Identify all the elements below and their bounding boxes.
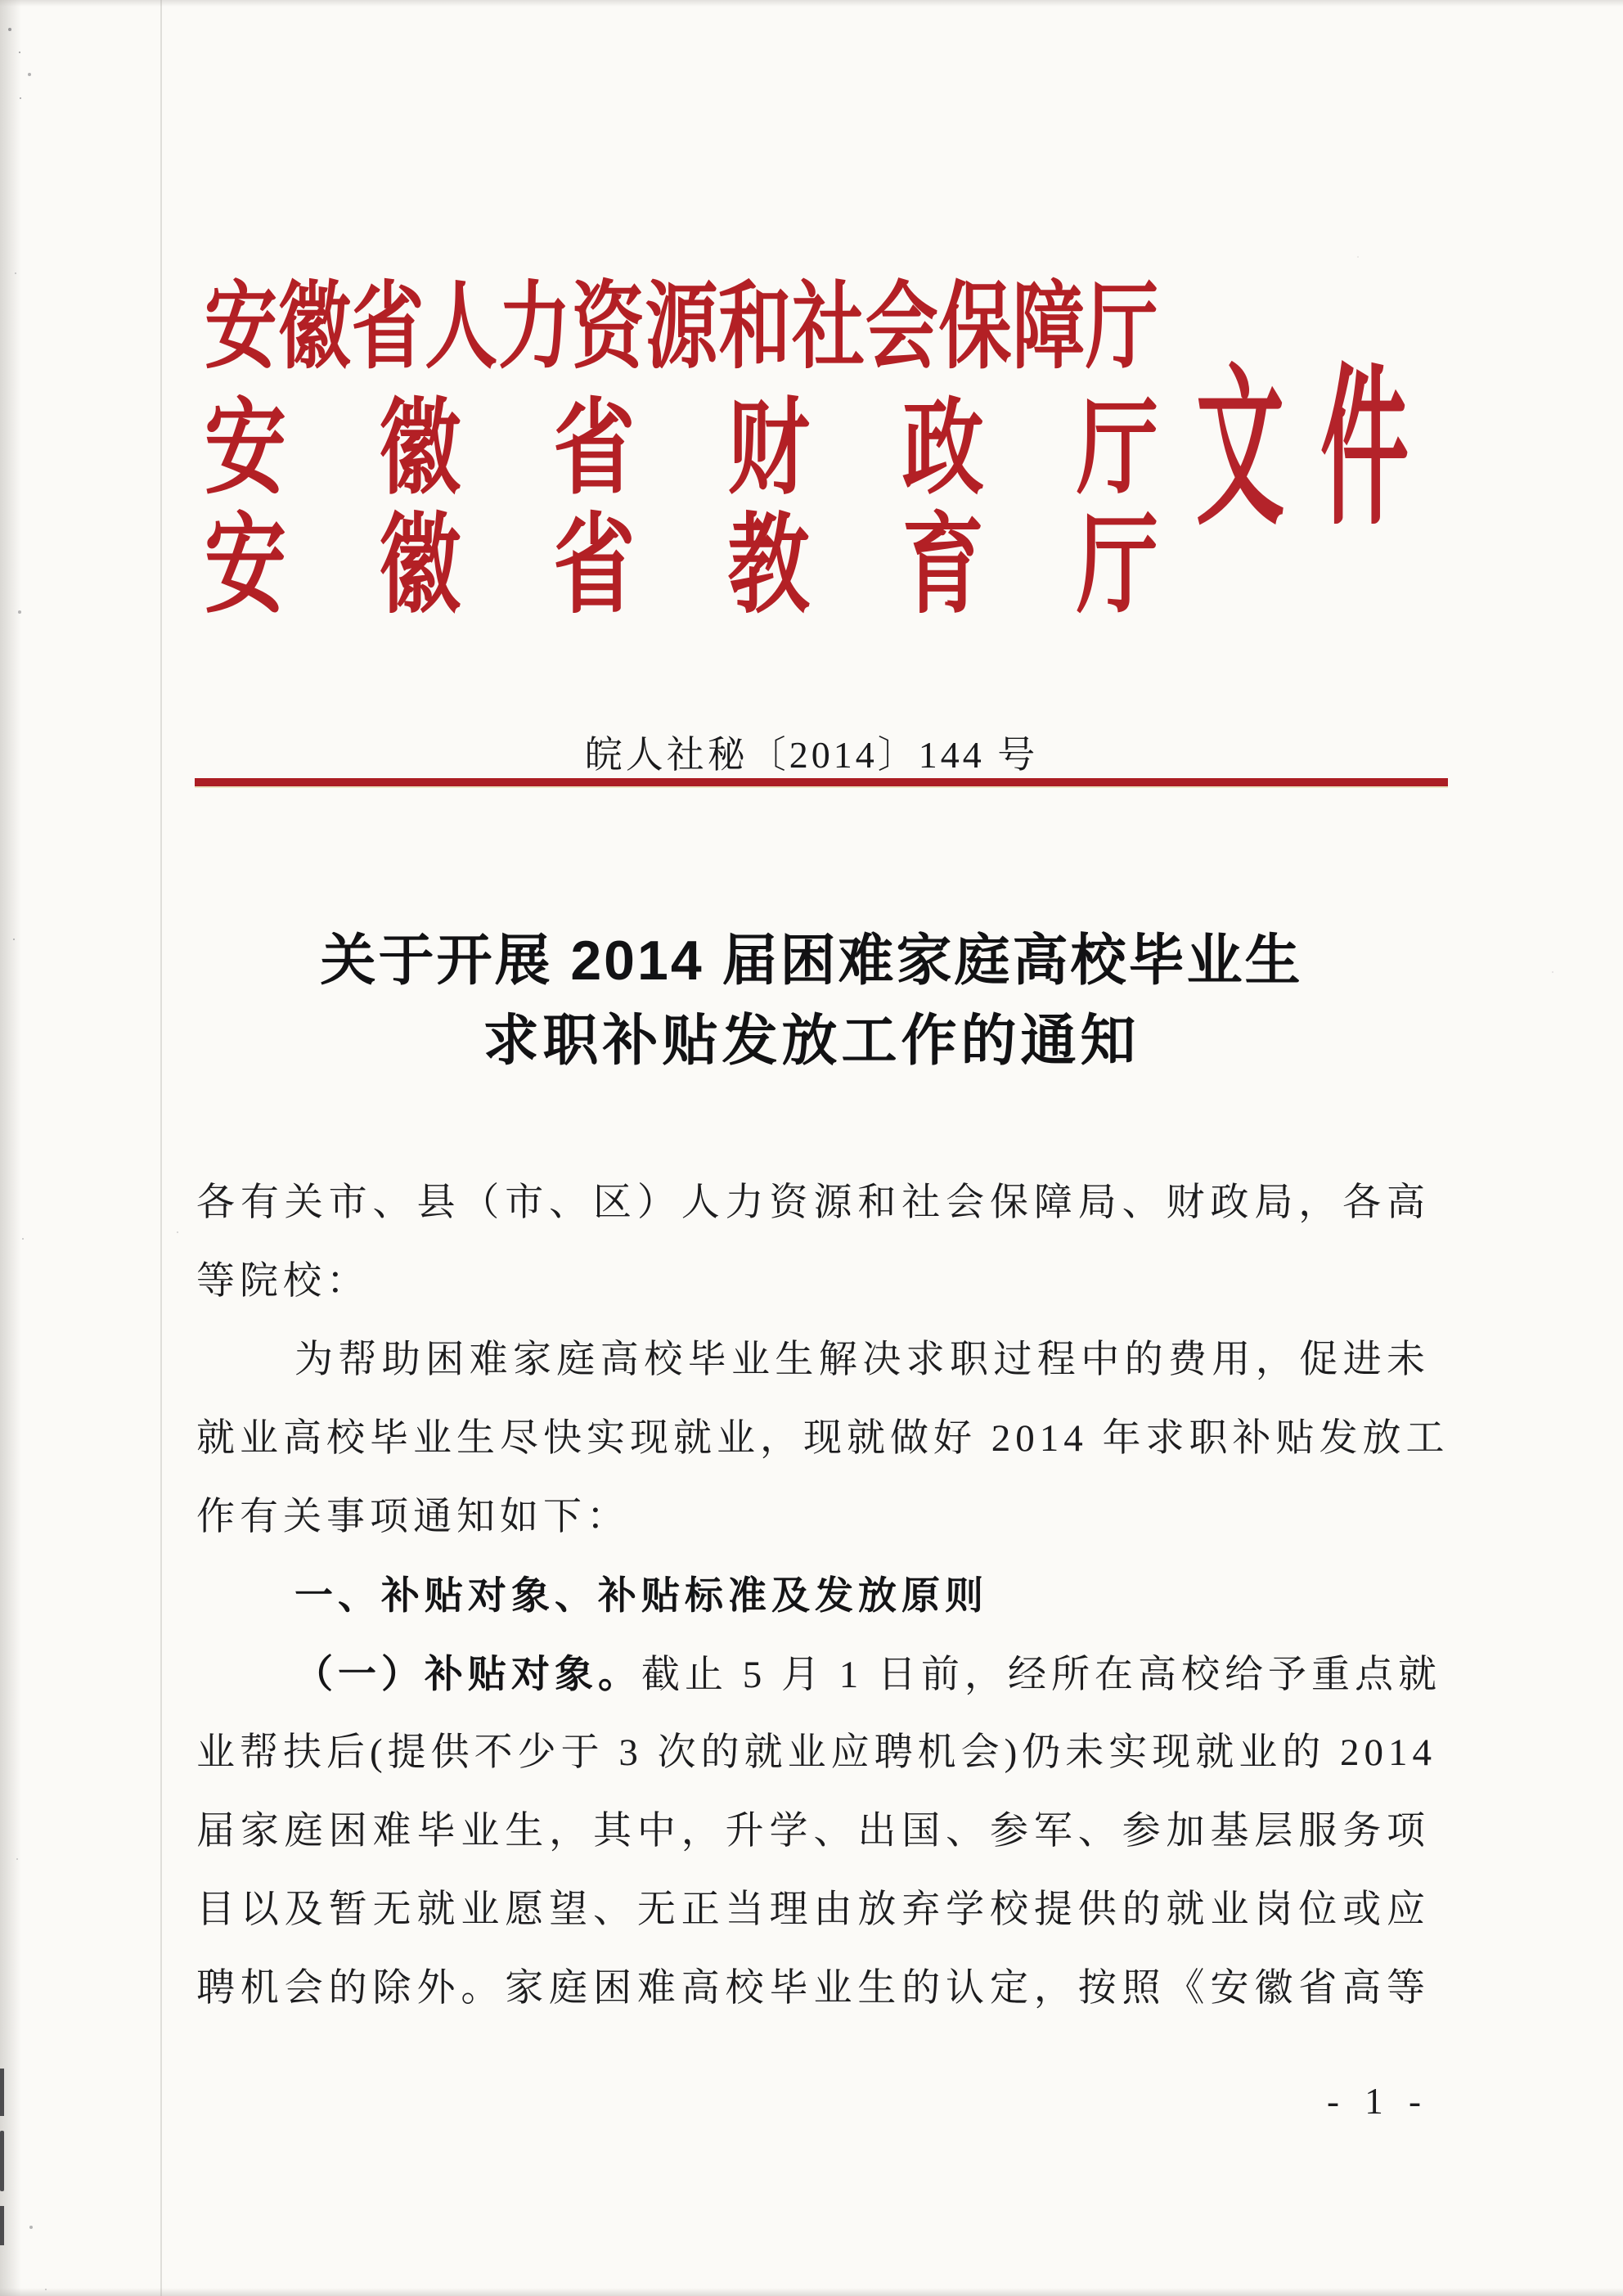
body-heading-section-1: 一、补贴对象、补贴标准及发放原则 (294, 1573, 988, 1617)
body-line-intro-1: 为帮助困难家庭高校毕业生解决求职过程中的费用，促进未 (294, 1339, 1430, 1381)
body-line-item-1 (196, 1650, 1441, 1728)
body-line-salutation-1: 各有关市、县（市、区）人力资源和社会保障局、财政局，各高 (196, 1182, 1430, 1224)
body-line-item-1-cont-4: 聘机会的除外。家庭困难高校毕业生的认定，按照《安徽省高等 (196, 1967, 1430, 2010)
body-line-item-1-cont-1: 业帮扶后(提供不少于 3 次的就业应聘机会)仍未实现就业的 2014 (196, 1731, 1437, 1774)
body-line-intro-3: 作有关事项通知如下： (196, 1496, 630, 1538)
scan-specks (8, 28, 11, 31)
body-line-item-1-cont-2: 届家庭困难毕业生，其中，升学、出国、参军、参加基层服务项 (196, 1810, 1430, 1853)
scan-fold-line (160, 0, 162, 2296)
scan-streak (0, 2131, 4, 2191)
scan-edge-top (0, 0, 1623, 7)
body-item-1-label: （一）补贴对象。 (294, 1652, 641, 1695)
body-line-item-1-cont-3: 目以及暂无就业愿望、无正当理由放弃学校提供的就业岗位或应 (196, 1889, 1430, 1931)
letterhead-agency-2: 安徽省财政厅 (205, 391, 1158, 507)
letterhead-document-word: 文件 (1196, 356, 1445, 547)
body-item-1-text: 截止 5 月 1 日前，经所在高校给予重点就 (641, 1654, 1441, 1696)
letterhead-agency-3: 安徽省教育厅 (205, 506, 1158, 627)
document-body (196, 1178, 1450, 2042)
scan-streak (0, 2206, 4, 2245)
letterhead-agency-1: 安徽省人力资源和社会保障厅 (205, 276, 1158, 380)
red-separator-rule (195, 778, 1448, 786)
scan-edge-left (0, 0, 21, 2296)
scan-streak (0, 2069, 4, 2116)
scan-edge-bottom (0, 2288, 1623, 2296)
document-title-line-2: 求职补贴发放工作的通知 (483, 1010, 1140, 1072)
page-number: - 1 - (1327, 2081, 1429, 2122)
body-line-salutation-2: 等院校： (196, 1260, 370, 1303)
document-title-line-1: 关于开展 2014 届困难家庭高校毕业生 (320, 930, 1303, 992)
body-line-intro-2: 就业高校毕业生尽快实现就业，现就做好 2014 年求职补贴发放工 (196, 1417, 1450, 1460)
document-reference-number: 皖人社秘〔2014〕144 号 (584, 734, 1039, 776)
